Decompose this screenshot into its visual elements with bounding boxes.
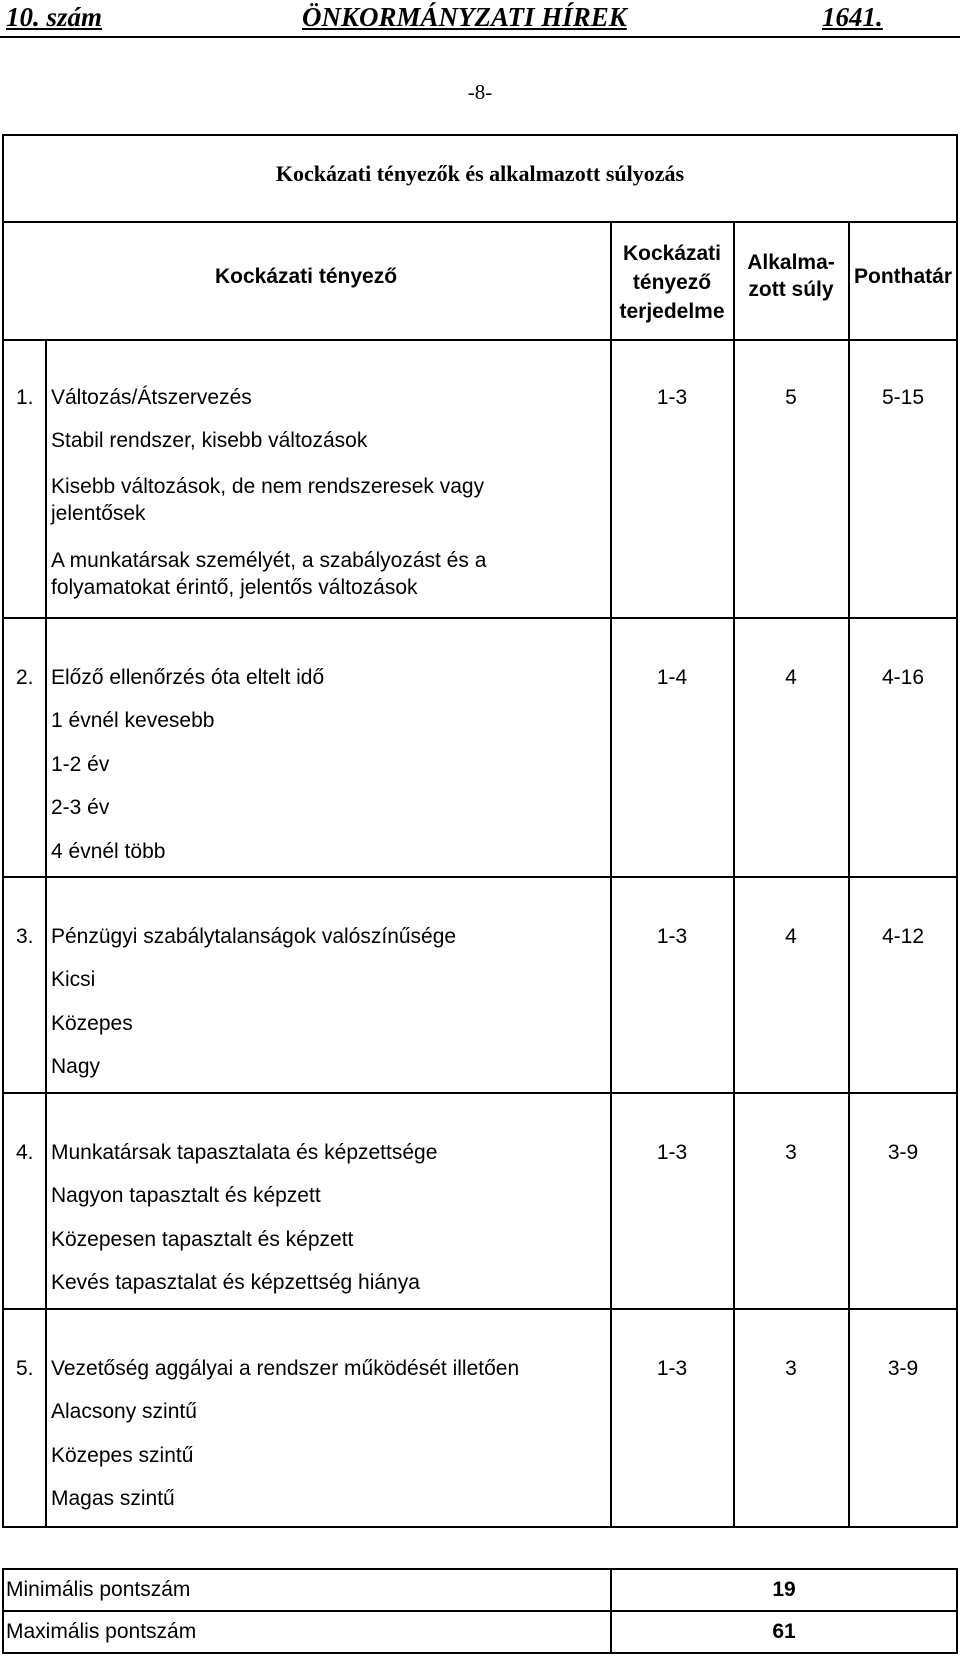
summary-label-min: Minimális pontszám	[6, 1578, 191, 1601]
weight-col-divider	[733, 221, 735, 1526]
list-item: Közepes szintű	[51, 1444, 194, 1467]
col-header-threshold: Ponthatár	[853, 265, 952, 288]
group-threshold: 4-16	[881, 666, 925, 689]
group-rule-3	[2, 1092, 958, 1094]
threshold-col-divider	[848, 221, 850, 1526]
col-header-factor: Kockázati tényező	[214, 265, 398, 288]
col-header-weight	[735, 249, 847, 303]
summary-border-left	[2, 1568, 4, 1654]
list-item: Kevés tapasztalat és képzettség hiánya	[51, 1271, 420, 1294]
group-extent: 1-3	[656, 386, 688, 409]
summary-label-max: Maximális pontszám	[6, 1620, 197, 1643]
table-border-left	[2, 134, 4, 1528]
group-number: 1.	[16, 386, 34, 409]
group-number: 4.	[16, 1141, 34, 1164]
group-number: 5.	[16, 1357, 34, 1380]
list-item: 1 évnél kevesebb	[51, 709, 215, 732]
list-item: Közepesen tapasztalt és képzett	[51, 1228, 354, 1251]
table-border-right	[956, 134, 958, 1528]
group-weight: 4	[785, 925, 797, 948]
summary-border-bottom	[2, 1652, 958, 1654]
issue-number: 10. szám	[6, 2, 103, 32]
group-title: Változás/Átszervezés	[51, 386, 252, 409]
group-rule-2	[2, 876, 958, 878]
group-extent: 1-3	[656, 925, 688, 948]
group-extent: 1-3	[656, 1141, 688, 1164]
group-threshold: 3-9	[887, 1141, 919, 1164]
publication-title: ÖNKORMÁNYZATI HÍREK	[302, 2, 627, 32]
group-title: Előző ellenőrzés óta eltelt idő	[51, 666, 325, 689]
list-item: Kisebb változások, de nem rendszeresek vagy jelentősek	[51, 475, 485, 525]
num-col-divider	[45, 339, 47, 1526]
group-title: Munkatársak tapasztalata és képzettsége	[51, 1141, 438, 1164]
summary-border-right	[956, 1568, 958, 1654]
col-header-extent-line1: Kockázati	[622, 242, 722, 265]
group-threshold: 3-9	[887, 1357, 919, 1380]
group-number: 3.	[16, 925, 34, 948]
col-header-extent-line2: tényező	[632, 271, 712, 294]
group-title: Vezetőség aggályai a rendszer működését illetően	[51, 1357, 520, 1380]
summary-value-max: 61	[772, 1620, 796, 1643]
col-header-extent-line3: terjedelme	[619, 300, 725, 323]
page-marker: -8-	[467, 80, 493, 104]
list-item: 2-3 év	[51, 796, 110, 819]
list-item: Nagy	[51, 1055, 101, 1078]
title-rule	[2, 221, 958, 223]
col-header-weight-line2: zott súly	[748, 278, 834, 301]
group-title: Pénzügyi szabálytalanságok valószínűsége	[51, 925, 457, 948]
group-weight: 3	[785, 1141, 797, 1164]
summary-border-top	[2, 1568, 958, 1570]
group-weight: 4	[785, 666, 797, 689]
list-item: 4 évnél több	[51, 840, 166, 863]
group-extent: 1-3	[656, 1357, 688, 1380]
group-rule-1	[2, 617, 958, 619]
colhead-rule	[2, 339, 958, 341]
list-item: Magas szintű	[51, 1487, 175, 1510]
extent-col-divider	[610, 221, 612, 1526]
group-weight: 3	[785, 1357, 797, 1380]
table-border-bottom	[2, 1526, 958, 1528]
list-item: Alacsony szintű	[51, 1400, 197, 1423]
group-weight: 5	[785, 386, 797, 409]
list-item: A munkatársak személyét, a szabályozást és a folyamatokat érintő, jelentős változások	[51, 549, 487, 599]
summary-value-min: 19	[772, 1578, 796, 1601]
list-item: Nagyon tapasztalt és képzett	[51, 1184, 321, 1207]
table-border-top	[2, 134, 958, 136]
group-threshold: 4-12	[881, 925, 925, 948]
group-extent: 1-4	[656, 666, 688, 689]
list-item: Közepes	[51, 1012, 133, 1035]
group-threshold: 5-15	[881, 386, 925, 409]
table-title: Kockázati tényezők és alkalmazott súlyozás	[275, 161, 685, 186]
page-number: 1641.	[822, 2, 883, 32]
list-item: Stabil rendszer, kisebb változások	[51, 429, 368, 452]
group-rule-4	[2, 1308, 958, 1310]
list-item: 1-2 év	[51, 753, 110, 776]
list-item: Kicsi	[51, 968, 96, 991]
col-header-extent	[612, 239, 732, 326]
group-number: 2.	[16, 666, 34, 689]
summary-row-rule	[2, 1610, 958, 1612]
col-header-weight-line1: Alkalma-	[747, 251, 835, 274]
header-rule	[0, 36, 960, 38]
